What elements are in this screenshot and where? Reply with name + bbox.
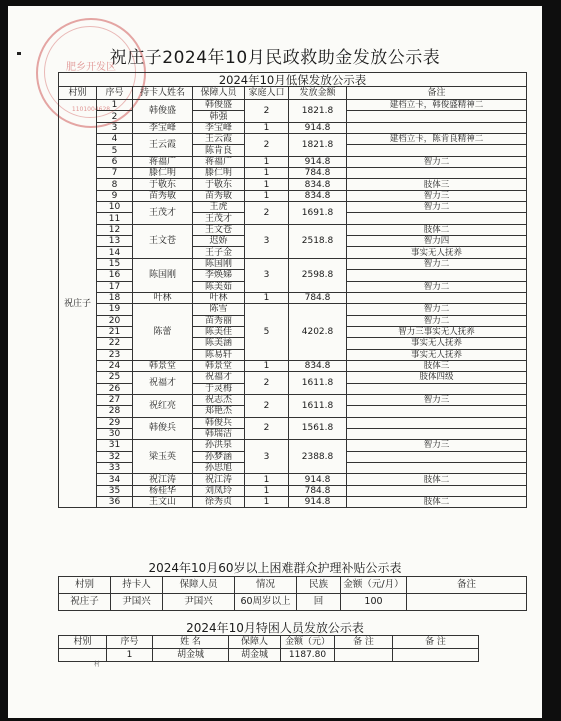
- note-cell: 事实无人抚养: [347, 349, 527, 360]
- special-hardship-title: 2024年10月特困人员发放公示表: [186, 621, 364, 635]
- member-cell: 祝福才: [193, 372, 245, 383]
- member-cell: 陈美佳: [193, 326, 245, 337]
- header-cell: 保障人: [229, 636, 281, 649]
- serial-cell: 11: [97, 213, 133, 224]
- note-cell: [347, 122, 527, 133]
- table-cell: 胡金城: [229, 649, 281, 662]
- table-cell: 1187.80: [281, 649, 335, 662]
- serial-cell: 32: [97, 451, 133, 462]
- household-size-cell: 5: [245, 304, 289, 361]
- note-cell: 肢体四级: [347, 372, 527, 383]
- holder-cell: 王文苍: [133, 224, 193, 258]
- amount-cell: 4202.8: [289, 304, 347, 361]
- holder-cell: 韩俊盛: [133, 100, 193, 123]
- low-income-header-row: [59, 87, 527, 100]
- serial-cell: 31: [97, 440, 133, 451]
- household-size-cell: 2: [245, 202, 289, 225]
- holder-cell: 韩景堂: [133, 360, 193, 371]
- table-row: [59, 179, 527, 190]
- serial-cell: 23: [97, 349, 133, 360]
- table-row: [59, 440, 527, 451]
- serial-cell: 12: [97, 224, 133, 235]
- member-cell: 陈美涵: [193, 338, 245, 349]
- amount-cell: 1611.8: [289, 394, 347, 417]
- note-cell: 智力二: [347, 281, 527, 292]
- note-cell: 建档立卡，韩俊盛精神二: [347, 100, 527, 111]
- member-cell: 韩瑞洁: [193, 428, 245, 439]
- header-cell: 序号: [107, 636, 153, 649]
- holder-cell: 陈蕾: [133, 304, 193, 361]
- seal-text: 肥乡开发区: [66, 62, 116, 73]
- serial-cell: 2: [97, 111, 133, 122]
- holder-cell: 苗秀敏: [133, 190, 193, 201]
- elderly-care-header-row: [59, 577, 527, 594]
- table-cell: 回: [297, 594, 341, 611]
- holder-cell: 韩俊兵: [133, 417, 193, 440]
- serial-cell: 1: [97, 100, 133, 111]
- note-cell: [347, 451, 527, 462]
- serial-cell: 20: [97, 315, 133, 326]
- special-hardship-header-row: [59, 636, 479, 649]
- member-cell: 于灵梅: [193, 383, 245, 394]
- amount-cell: 834.8: [289, 360, 347, 371]
- table-row: [59, 394, 527, 405]
- note-cell: [347, 145, 527, 156]
- amount-cell: 2388.8: [289, 440, 347, 474]
- household-size-cell: 3: [245, 258, 289, 292]
- holder-cell: 王茂才: [133, 202, 193, 225]
- member-cell: 郑艳杰: [193, 406, 245, 417]
- note-cell: 智力四: [347, 236, 527, 247]
- amount-cell: 914.8: [289, 474, 347, 485]
- note-cell: 智力二: [347, 156, 527, 167]
- note-cell: 智力二: [347, 304, 527, 315]
- table-row: [59, 168, 527, 179]
- note-cell: 肢体三: [347, 179, 527, 190]
- serial-cell: 14: [97, 247, 133, 258]
- holder-cell: 滕仁明: [133, 168, 193, 179]
- table-row: [59, 224, 527, 235]
- table-row: [59, 594, 527, 611]
- header-cell: 备注: [347, 87, 527, 100]
- header-cell: 村别: [59, 577, 111, 594]
- holder-cell: 叶林: [133, 292, 193, 303]
- table-row: [59, 258, 527, 269]
- header-cell: 村别: [59, 87, 97, 100]
- household-size-cell: 1: [245, 190, 289, 201]
- header-cell: 金额（元/月）: [341, 577, 407, 594]
- member-cell: 韩景堂: [193, 360, 245, 371]
- document-title: 祝庄子2024年10月民政救助金发放公示表: [109, 48, 441, 68]
- table-cell: [393, 649, 479, 662]
- household-size-cell: 2: [245, 417, 289, 440]
- household-size-cell: 1: [245, 474, 289, 485]
- table-cell: 60周岁以上: [235, 594, 297, 611]
- amount-cell: 914.8: [289, 122, 347, 133]
- note-cell: 智力二: [347, 202, 527, 213]
- village-cell: 祝庄子: [59, 100, 97, 508]
- member-cell: 李焕娣: [193, 270, 245, 281]
- household-size-cell: 2: [245, 100, 289, 123]
- member-cell: 王云霞: [193, 134, 245, 145]
- scan-edge: [542, 0, 561, 721]
- serial-cell: 8: [97, 179, 133, 190]
- member-cell: 韩强: [193, 111, 245, 122]
- table-cell: [407, 594, 527, 611]
- serial-cell: 15: [97, 258, 133, 269]
- serial-cell: 22: [97, 338, 133, 349]
- member-cell: 陈易轩: [193, 349, 245, 360]
- note-cell: [347, 463, 527, 474]
- serial-cell: 13: [97, 236, 133, 247]
- amount-cell: 1821.8: [289, 134, 347, 157]
- member-cell: 叶林: [193, 292, 245, 303]
- table-row: [59, 202, 527, 213]
- serial-cell: 18: [97, 292, 133, 303]
- table-row: [59, 485, 527, 496]
- member-cell: 韩俊兵: [193, 417, 245, 428]
- amount-cell: 1821.8: [289, 100, 347, 123]
- note-cell: [347, 213, 527, 224]
- table-row: [59, 122, 527, 133]
- amount-cell: 1691.8: [289, 202, 347, 225]
- note-cell: 智力三: [347, 394, 527, 405]
- household-size-cell: 3: [245, 440, 289, 474]
- household-size-cell: 1: [245, 497, 289, 508]
- note-cell: [347, 383, 527, 394]
- note-cell: 智力二: [347, 258, 527, 269]
- holder-cell: 李宝峰: [133, 122, 193, 133]
- elderly-care-title: 2024年10月60岁以上困难群众护理补贴公示表: [148, 561, 402, 575]
- header-cell: 家庭人口: [245, 87, 289, 100]
- amount-cell: 914.8: [289, 497, 347, 508]
- member-cell: 王文苍: [193, 224, 245, 235]
- header-cell: 村别: [59, 636, 107, 649]
- household-size-cell: 3: [245, 224, 289, 258]
- note-cell: 智力三: [347, 190, 527, 201]
- note-cell: 事实无人抚养: [347, 247, 527, 258]
- holder-cell: 蒋福广: [133, 156, 193, 167]
- table-row: [59, 156, 527, 167]
- table-row: [59, 474, 527, 485]
- serial-cell: 25: [97, 372, 133, 383]
- note-cell: 肢体二: [347, 224, 527, 235]
- table-cell: [335, 649, 393, 662]
- serial-cell: 10: [97, 202, 133, 213]
- table-cell: 1: [107, 649, 153, 662]
- note-cell: 肢体二: [347, 474, 527, 485]
- member-cell: 苗秀敏: [193, 190, 245, 201]
- amount-cell: 1561.8: [289, 417, 347, 440]
- holder-cell: 祝红亮: [133, 394, 193, 417]
- serial-cell: 24: [97, 360, 133, 371]
- amount-cell: 784.8: [289, 292, 347, 303]
- household-size-cell: 1: [245, 179, 289, 190]
- low-income-table: [58, 72, 527, 508]
- amount-cell: 1611.8: [289, 372, 347, 395]
- header-cell: 保障人员: [163, 577, 235, 594]
- table-row: [59, 649, 479, 662]
- table-row: [59, 360, 527, 371]
- serial-cell: 4: [97, 134, 133, 145]
- serial-cell: 36: [97, 497, 133, 508]
- member-cell: 孙思旭: [193, 463, 245, 474]
- member-cell: 刘凤玲: [193, 485, 245, 496]
- amount-cell: 784.8: [289, 485, 347, 496]
- note-cell: [347, 111, 527, 122]
- serial-cell: 21: [97, 326, 133, 337]
- serial-cell: 3: [97, 122, 133, 133]
- holder-cell: 王云霞: [133, 134, 193, 157]
- table-row: [59, 497, 527, 508]
- elderly-care-table: [58, 576, 527, 611]
- serial-cell: 30: [97, 428, 133, 439]
- household-size-cell: 2: [245, 134, 289, 157]
- note-cell: [347, 292, 527, 303]
- seal-code: 1101004628: [71, 106, 111, 113]
- note-cell: [347, 168, 527, 179]
- table-row: [59, 292, 527, 303]
- special-hardship-table: [58, 635, 479, 662]
- member-cell: 韩俊盛: [193, 100, 245, 111]
- serial-cell: 9: [97, 190, 133, 201]
- amount-cell: 834.8: [289, 179, 347, 190]
- household-size-cell: 1: [245, 122, 289, 133]
- amount-cell: 834.8: [289, 190, 347, 201]
- holder-cell: 祝福才: [133, 372, 193, 395]
- member-cell: 徐秀贞: [193, 497, 245, 508]
- table-cell: 尹国兴: [111, 594, 163, 611]
- header-cell: 备注: [407, 577, 527, 594]
- table-cell: 胡金城: [153, 649, 229, 662]
- household-size-cell: 1: [245, 156, 289, 167]
- holder-cell: 于敬东: [133, 179, 193, 190]
- serial-cell: 33: [97, 463, 133, 474]
- header-cell: 序号: [97, 87, 133, 100]
- note-cell: [347, 417, 527, 428]
- header-cell: 情况: [235, 577, 297, 594]
- note-cell: 建档立卡，陈肯良精神二: [347, 134, 527, 145]
- member-cell: 孙洪泉: [193, 440, 245, 451]
- cut-off-text: 村: [94, 661, 101, 668]
- member-cell: 李宝峰: [193, 122, 245, 133]
- member-cell: 苗秀丽: [193, 315, 245, 326]
- member-cell: 王虎: [193, 202, 245, 213]
- note-cell: 事实无人抚养: [347, 338, 527, 349]
- serial-cell: 6: [97, 156, 133, 167]
- member-cell: 于敬东: [193, 179, 245, 190]
- low-income-title-row: [59, 73, 527, 87]
- member-cell: 王子金: [193, 247, 245, 258]
- serial-cell: 27: [97, 394, 133, 405]
- member-cell: 滕仁明: [193, 168, 245, 179]
- low-income-title: 2024年10月低保发放公示表: [59, 73, 527, 87]
- table-cell: 100: [341, 594, 407, 611]
- member-cell: 孙梦涵: [193, 451, 245, 462]
- note-cell: 肢体二: [347, 497, 527, 508]
- serial-cell: 5: [97, 145, 133, 156]
- note-cell: 智力三: [347, 440, 527, 451]
- member-cell: 陈肯良: [193, 145, 245, 156]
- amount-cell: 2598.8: [289, 258, 347, 292]
- member-cell: 祝志杰: [193, 394, 245, 405]
- household-size-cell: 1: [245, 168, 289, 179]
- amount-cell: 914.8: [289, 156, 347, 167]
- note-cell: 肢体三: [347, 360, 527, 371]
- household-size-cell: 1: [245, 360, 289, 371]
- table-row: [59, 134, 527, 145]
- table-cell: 祝庄子: [59, 594, 111, 611]
- holder-cell: 梁玉英: [133, 440, 193, 474]
- table-row: [59, 372, 527, 383]
- header-cell: 姓 名: [153, 636, 229, 649]
- table-row: [59, 100, 527, 111]
- serial-cell: 34: [97, 474, 133, 485]
- header-cell: 发放金额: [289, 87, 347, 100]
- serial-cell: 26: [97, 383, 133, 394]
- header-cell: 持卡人姓名: [133, 87, 193, 100]
- note-cell: 智力三事实无人抚养: [347, 326, 527, 337]
- header-cell: 备 注: [393, 636, 479, 649]
- household-size-cell: 2: [245, 372, 289, 395]
- household-size-cell: 2: [245, 394, 289, 417]
- header-cell: 备 注: [335, 636, 393, 649]
- member-cell: 迟娇: [193, 236, 245, 247]
- note-cell: [347, 485, 527, 496]
- note-cell: [347, 428, 527, 439]
- serial-cell: 17: [97, 281, 133, 292]
- serial-cell: 35: [97, 485, 133, 496]
- household-size-cell: 1: [245, 292, 289, 303]
- holder-cell: 祝江涛: [133, 474, 193, 485]
- header-cell: 保障人员: [193, 87, 245, 100]
- member-cell: 陈雪: [193, 304, 245, 315]
- amount-cell: 784.8: [289, 168, 347, 179]
- member-cell: 陈国刚: [193, 258, 245, 269]
- holder-cell: 王文山: [133, 497, 193, 508]
- table-row: [59, 190, 527, 201]
- table-row: [59, 417, 527, 428]
- note-cell: [347, 406, 527, 417]
- household-size-cell: 1: [245, 485, 289, 496]
- member-cell: 蒋福广: [193, 156, 245, 167]
- note-cell: [347, 270, 527, 281]
- document-page: [8, 6, 542, 718]
- header-cell: 金额（元）: [281, 636, 335, 649]
- holder-cell: 杨桂华: [133, 485, 193, 496]
- holder-cell: 陈国刚: [133, 258, 193, 292]
- serial-cell: 29: [97, 417, 133, 428]
- serial-cell: 7: [97, 168, 133, 179]
- member-cell: 祝江涛: [193, 474, 245, 485]
- note-cell: 智力二: [347, 315, 527, 326]
- serial-cell: 16: [97, 270, 133, 281]
- header-cell: 民族: [297, 577, 341, 594]
- serial-cell: 19: [97, 304, 133, 315]
- header-cell: 持卡人: [111, 577, 163, 594]
- amount-cell: 2518.8: [289, 224, 347, 258]
- member-cell: 陈美茹: [193, 281, 245, 292]
- table-row: [59, 304, 527, 315]
- table-cell: 尹国兴: [163, 594, 235, 611]
- member-cell: 王茂才: [193, 213, 245, 224]
- serial-cell: 28: [97, 406, 133, 417]
